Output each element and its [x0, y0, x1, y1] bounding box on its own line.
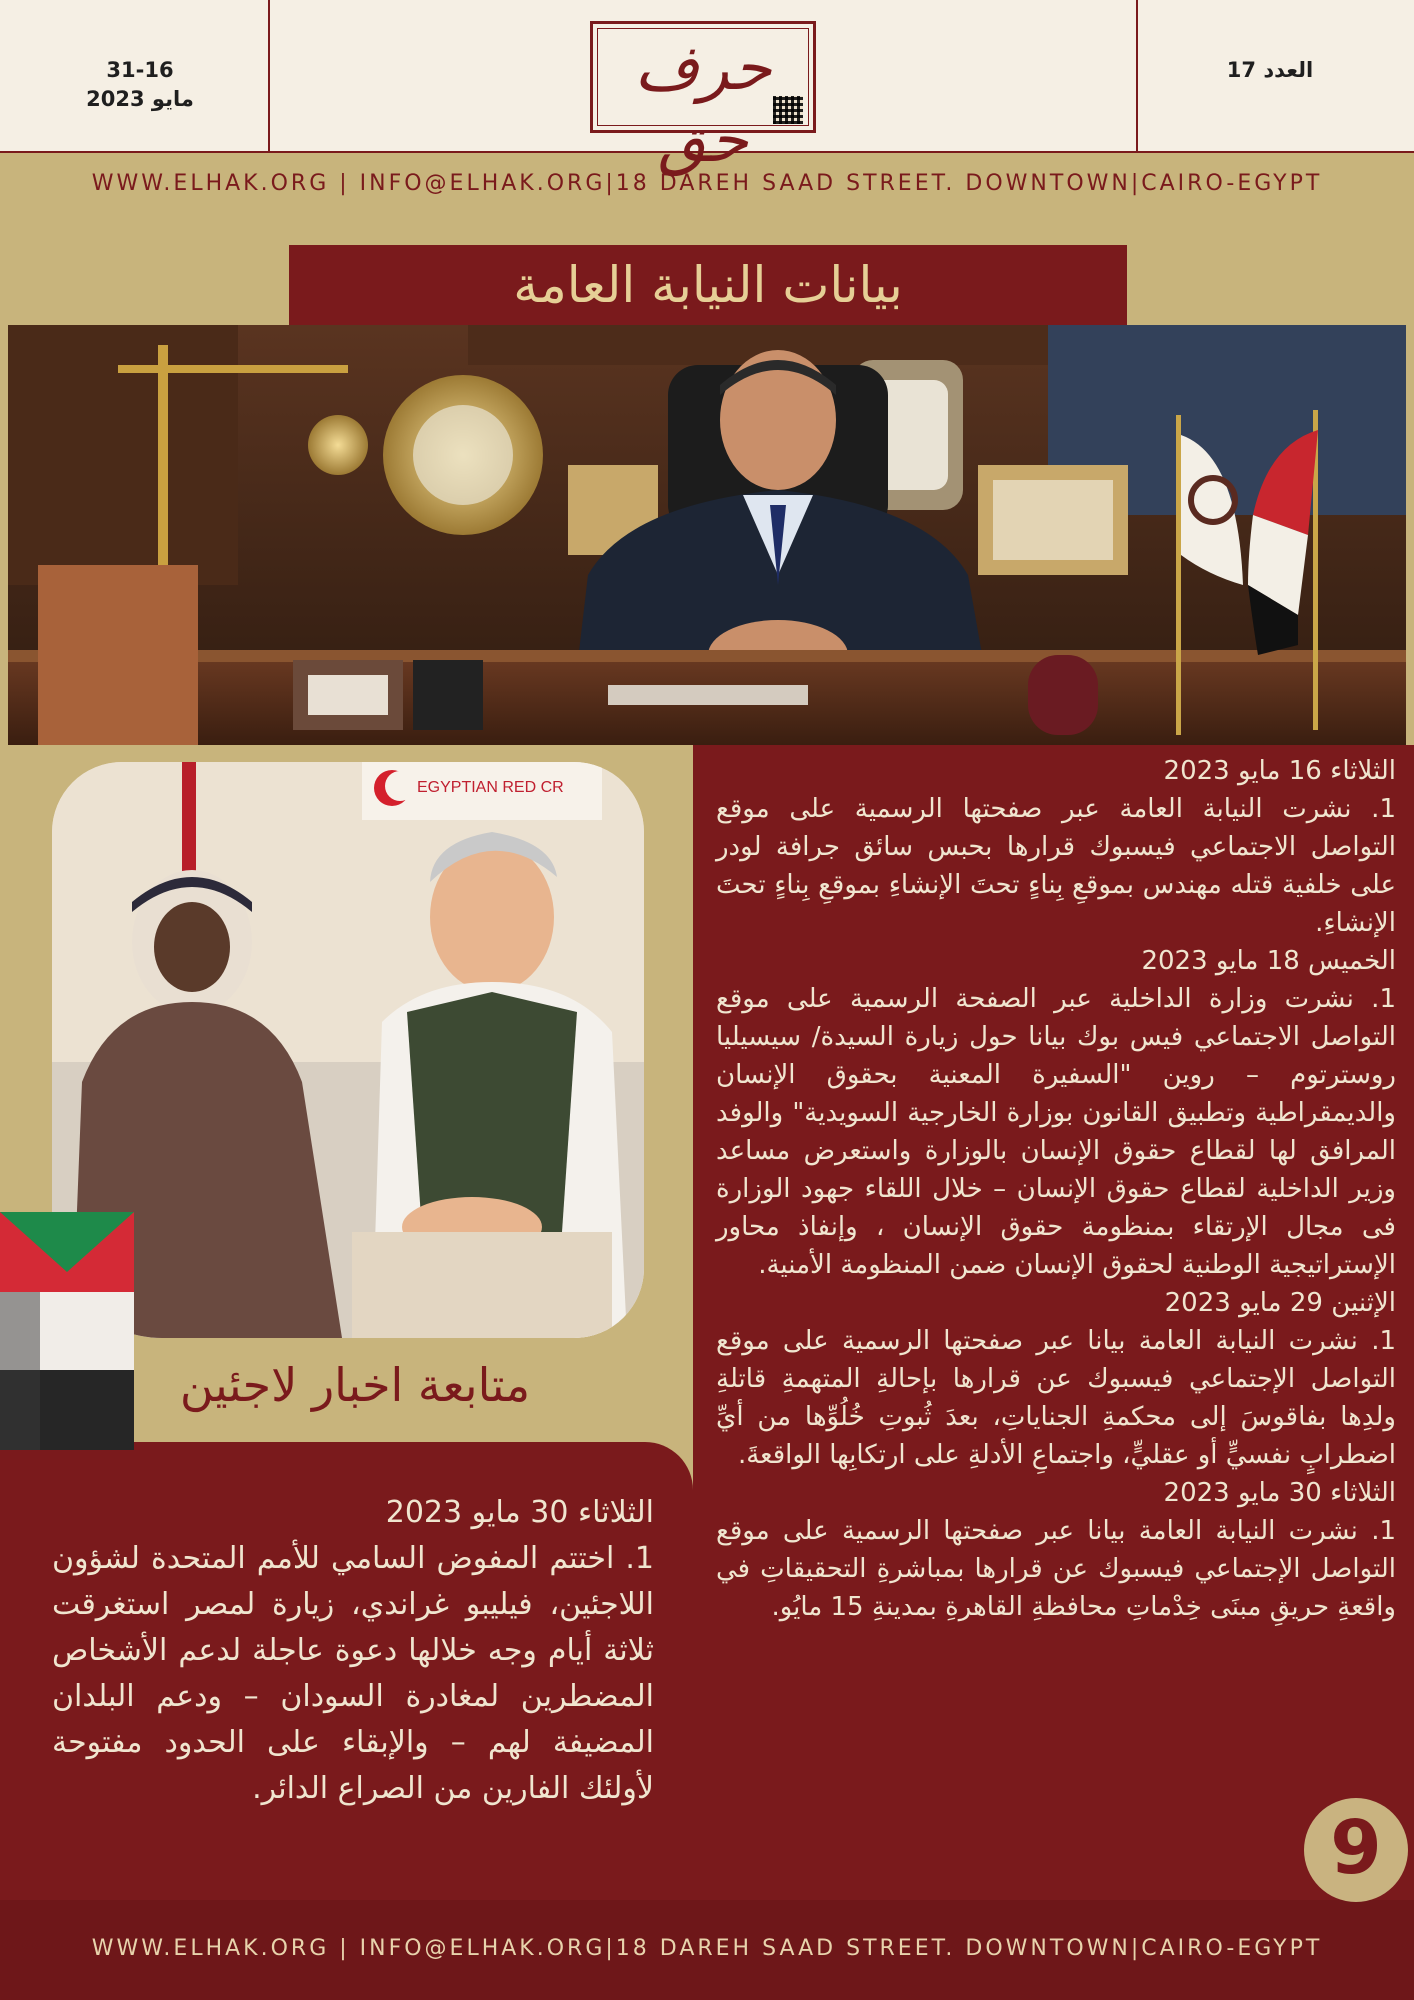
issue-date-month: مايو 2023 — [86, 87, 194, 111]
prosecutor-office-illustration — [8, 325, 1406, 745]
contact-line-top: WWW.ELHAK.ORG | INFO@ELHAK.ORG|18 DAREH SAAD STREET. DOWNTOWN|CAIRO-EGYPT — [91, 171, 1323, 196]
refugees-date: الثلاثاء 30 مايو 2023 — [385, 1495, 654, 1530]
refugees-text: 1. اختتم المفوض السامي للأمم المتحدة لشؤون اللاجئين، فيليبو غراندي، زيارة لمصر استغرقت ثلاثة أيام وجه خلالها دعوة عاجلة لدعم الأشخاص المضطرين لمغادرة السودان – ودعم البلدان المضيفة لهم – والإبقاء على الحدود مفتوحة لأولئك الفارين من الصراع الدائر. — [52, 1541, 654, 1806]
masthead-divider-right — [1136, 0, 1138, 153]
statement-text: 1. نشرت النيابة العامة عبر صفحتها الرسمية على موقع التواصل الاجتماعي فيسبوك قرارها بحبس سائق جرافة لودر على خلفية قتله مهندس بموقعِ بِناءٍ تحتَ الإنشاءِ بموقعِ بِناءٍ تحتَ الإنشاءِ. — [716, 794, 1396, 938]
refugee-visit-photo — [52, 762, 644, 1338]
statement-text: 1. نشرت النيابة العامة بيانا عبر صفحتها الرسمية على موقع التواصل الإجتماعي فيسبوك عن قرارها بإحالةِ المتهمةِ قاتلةِ ولدِها بفاقوسَ إلى محكمةِ الجناياتِ، بعدَ ثُبوتِ خُلُوِّها من أيِّ اضطرابٍ نفسيٍّ أو عقليٍّ، واجتماعِ الأدلةِ على ارتكابِها الواقعةَ. — [716, 1326, 1396, 1470]
page-number: 9 — [1304, 1798, 1408, 1902]
statement-date: الثلاثاء 30 مايو 2023 — [1163, 1478, 1396, 1508]
refugee-visit-illustration — [52, 762, 644, 1338]
section-title: بيانات النيابة العامة — [513, 256, 903, 314]
qr-code-icon — [773, 96, 803, 124]
issue-date-range: 31-16 — [106, 58, 174, 82]
masthead — [0, 0, 1414, 176]
sudan-flag-icon — [0, 1212, 134, 1450]
issue-date — [60, 56, 220, 114]
issue-number: العدد 17 — [1226, 58, 1314, 82]
masthead-divider-left — [268, 0, 270, 153]
prosecutor-office-photo — [8, 325, 1406, 745]
statements-column — [716, 752, 1396, 1626]
masthead-logo — [590, 21, 816, 176]
refugees-heading: متابعة اخبار لاجئين — [179, 1358, 531, 1412]
refugees-column — [52, 1490, 654, 1812]
statement-date: الخميس 18 مايو 2023 — [1141, 946, 1396, 976]
section-title-box — [289, 245, 1127, 325]
logo-wordmark: حرف حق — [634, 31, 772, 176]
statement-text: 1. نشرت النيابة العامة بيانا عبر صفحتها الرسمية على موقع التواصل الإجتماعي فيسبوك عن قرارها بمباشرةِ التحقيقاتِ في واقعةِ حريقِ مبنَى خِدْماتِ محافظةِ القاهرةِ بمدينةِ 15 مايُو. — [716, 1516, 1396, 1622]
statement-text: 1. نشرت وزارة الداخلية عبر الصفحة الرسمية على موقع التواصل الاجتماعي فيس بوك بيانا حول زيارة السيدة/ سيسيليا روسترتوم – روين "السفيرة المعنية بحقوق الإنسان والديمقراطية وتطبيق القانون بوزارة الخارجية السويدية" والوفد المرافق لها لقطاع حقوق الإنسان بالوزارة واستعرض مساعد وزير الداخلية لقطاع حقوق الإنسان – خلال اللقاء جهود الوزارة فى مجال الإرتقاء بمنظومة حقوق الإنسان ، وإنفاذ محاور الإستراتيجية الوطنية لحقوق الإنسان ضمن المنظومة الأمنية. — [716, 984, 1396, 1280]
red-crescent-banner-text: EGYPTIAN RED CR — [417, 779, 564, 796]
contact-line-bottom: WWW.ELHAK.ORG | INFO@ELHAK.ORG|18 DAREH SAAD STREET. DOWNTOWN|CAIRO-EGYPT — [91, 1936, 1323, 1961]
statement-date: الإثنين 29 مايو 2023 — [1164, 1288, 1396, 1318]
statement-date: الثلاثاء 16 مايو 2023 — [1163, 756, 1396, 786]
